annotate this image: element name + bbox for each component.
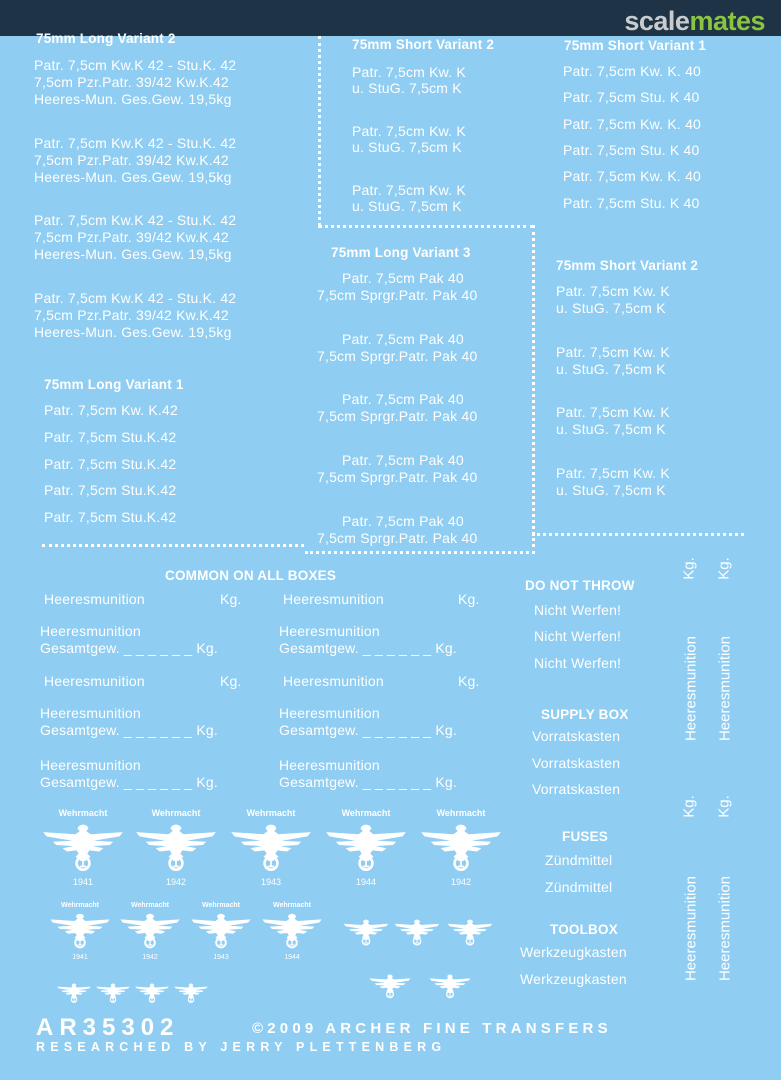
toolbox-item: Werkzeugkasten: [520, 971, 627, 987]
eagle-icon: [260, 909, 324, 949]
scalemates-logo[interactable]: scalemates: [624, 6, 765, 36]
long3-line1: Patr. 7,5cm Pak 40: [342, 391, 464, 407]
eagle-icon: [56, 980, 92, 1004]
eagle-decal: [118, 902, 182, 961]
eagle-decal: [323, 808, 409, 887]
eagle-year: 1941: [72, 877, 94, 887]
dotted-divider: [318, 225, 534, 228]
short2a-line1: Patr. 7,5cm Kw. K: [352, 64, 466, 80]
fuses-item: Zündmittel: [545, 852, 613, 868]
dotted-divider: [318, 36, 321, 226]
common-kg: Kg.: [220, 591, 242, 607]
long1-title: 75mm Long Variant 1: [44, 377, 184, 392]
dotted-divider: [305, 551, 535, 554]
long2-line1: Patr. 7,5cm Kw.K 42 - Stu.K. 42: [34, 57, 237, 73]
eagle-text: Wehrmacht: [202, 902, 240, 909]
eagle-year: 1942: [450, 877, 472, 887]
dotted-divider: [42, 544, 304, 547]
product-code: AR35302: [36, 1014, 180, 1041]
copyright: ©2009 ARCHER FINE TRANSFERS: [252, 1020, 612, 1037]
long1-item: Patr. 7,5cm Kw. K.42: [44, 402, 178, 418]
common-gesamt: Gesamtgew. _ _ _ _ _ _ Kg.: [279, 640, 457, 656]
eagle-icon: [428, 971, 472, 999]
common-gesamt: Gesamtgew. _ _ _ _ _ _ Kg.: [40, 722, 218, 738]
eagle-text: Wehrmacht: [246, 808, 296, 818]
eagle-icon: [393, 916, 441, 946]
throw-title: DO NOT THROW: [525, 578, 635, 593]
short2a-title: 75mm Short Variant 2: [352, 37, 495, 52]
throw-item: Nicht Werfen!: [534, 602, 622, 618]
eagle-year: 1943: [260, 877, 282, 887]
long1-item: Patr. 7,5cm Stu.K.42: [44, 509, 177, 525]
eagle-icon: [173, 980, 209, 1004]
eagle-year: 1943: [213, 954, 229, 961]
throw-item: Nicht Werfen!: [534, 655, 622, 671]
supply-title: SUPPLY BOX: [541, 707, 629, 722]
short2b-line2: u. StuG. 7,5cm K: [556, 361, 666, 377]
eagle-icon: [118, 909, 182, 949]
eagle-decal: [189, 902, 253, 961]
fuses-item: Zündmittel: [545, 879, 613, 895]
common-heeres: Heeresmunition: [279, 705, 380, 721]
eagle-decal: [48, 902, 112, 961]
eagle-decal: [40, 808, 126, 887]
common-heeres: Heeresmunition: [279, 623, 380, 639]
long2-line2: 7,5cm Pzr.Patr. 39/42 Kw.K.42: [34, 307, 229, 323]
side-heeres: Heeresmunition: [716, 875, 734, 982]
short1-item: Patr. 7,5cm Kw. K. 40: [563, 116, 702, 132]
long3-line2: 7,5cm Sprgr.Patr. Pak 40: [317, 530, 478, 546]
eagle-decal: [228, 808, 314, 887]
eagle-year: 1944: [355, 877, 377, 887]
long2-line2: 7,5cm Pzr.Patr. 39/42 Kw.K.42: [34, 74, 229, 90]
long3-line1: Patr. 7,5cm Pak 40: [342, 452, 464, 468]
short1-item: Patr. 7,5cm Stu. K 40: [563, 89, 700, 105]
eagle-text: Wehrmacht: [61, 902, 99, 909]
long2-line1: Patr. 7,5cm Kw.K 42 - Stu.K. 42: [34, 212, 237, 228]
common-heeres: Heeresmunition: [40, 623, 141, 639]
side-kg: Kg.: [715, 557, 733, 580]
common-heeres: Heeresmunition: [279, 757, 380, 773]
common-heeres: Heeresmunition: [40, 705, 141, 721]
long3-line1: Patr. 7,5cm Pak 40: [342, 331, 464, 347]
side-heeres: Heeresmunition: [682, 635, 700, 742]
eagle-icon: [48, 909, 112, 949]
dotted-divider: [532, 225, 535, 547]
researcher-credit: RESEARCHED BY JERRY PLETTENBERG: [36, 1040, 447, 1054]
eagle-text: Wehrmacht: [58, 808, 108, 818]
long3-line2: 7,5cm Sprgr.Patr. Pak 40: [317, 287, 478, 303]
short2b-line1: Patr. 7,5cm Kw. K: [556, 465, 670, 481]
common-heeres: Heeresmunition: [40, 757, 141, 773]
throw-item: Nicht Werfen!: [534, 628, 622, 644]
eagle-icon: [368, 971, 412, 999]
short1-item: Patr. 7,5cm Stu. K 40: [563, 195, 700, 211]
common-kg: Kg.: [458, 673, 480, 689]
eagle-decal: [418, 808, 504, 887]
long3-line2: 7,5cm Sprgr.Patr. Pak 40: [317, 408, 478, 424]
eagle-icon: [133, 818, 219, 872]
short1-item: Patr. 7,5cm Stu. K 40: [563, 142, 700, 158]
long3-line1: Patr. 7,5cm Pak 40: [342, 270, 464, 286]
short2a-line1: Patr. 7,5cm Kw. K: [352, 182, 466, 198]
eagle-year: 1942: [142, 954, 158, 961]
long2-line2: 7,5cm Pzr.Patr. 39/42 Kw.K.42: [34, 152, 229, 168]
common-kg: Kg.: [220, 673, 242, 689]
long1-item: Patr. 7,5cm Stu.K.42: [44, 429, 177, 445]
eagle-icon: [418, 818, 504, 872]
fuses-title: FUSES: [562, 829, 609, 844]
eagle-year: 1941: [72, 954, 88, 961]
common-heeres: Heeresmunition: [283, 673, 384, 689]
eagle-text: Wehrmacht: [341, 808, 391, 818]
long1-item: Patr. 7,5cm Stu.K.42: [44, 456, 177, 472]
supply-item: Vorratskasten: [532, 755, 621, 771]
short2b-line1: Patr. 7,5cm Kw. K: [556, 404, 670, 420]
short2b-title: 75mm Short Variant 2: [556, 258, 699, 273]
decal-sheet: [0, 31, 781, 1080]
eagle-icon: [446, 916, 494, 946]
eagle-icon: [95, 980, 131, 1004]
eagle-decal: [133, 808, 219, 887]
long2-line1: Patr. 7,5cm Kw.K 42 - Stu.K. 42: [34, 135, 237, 151]
short1-item: Patr. 7,5cm Kw. K. 40: [563, 168, 702, 184]
eagle-icon: [134, 980, 170, 1004]
short2b-line1: Patr. 7,5cm Kw. K: [556, 344, 670, 360]
short2a-line2: u. StuG. 7,5cm K: [352, 80, 462, 96]
short1-item: Patr. 7,5cm Kw. K. 40: [563, 63, 702, 79]
eagle-year: 1944: [284, 954, 300, 961]
common-heeres: Heeresmunition: [44, 591, 145, 607]
eagle-icon: [189, 909, 253, 949]
short2a-line2: u. StuG. 7,5cm K: [352, 198, 462, 214]
common-gesamt: Gesamtgew. _ _ _ _ _ _ Kg.: [279, 722, 457, 738]
eagle-text: Wehrmacht: [436, 808, 486, 818]
long2-line2: 7,5cm Pzr.Patr. 39/42 Kw.K.42: [34, 229, 229, 245]
long3-line2: 7,5cm Sprgr.Patr. Pak 40: [317, 469, 478, 485]
short1-title: 75mm Short Variant 1: [564, 38, 707, 53]
short2a-line2: u. StuG. 7,5cm K: [352, 139, 462, 155]
side-heeres: Heeresmunition: [682, 875, 700, 982]
supply-item: Vorratskasten: [532, 781, 621, 797]
side-kg: Kg.: [680, 557, 698, 580]
long3-line1: Patr. 7,5cm Pak 40: [342, 513, 464, 529]
long1-item: Patr. 7,5cm Stu.K.42: [44, 482, 177, 498]
long2-line3: Heeres-Mun. Ges.Gew. 19,5kg: [34, 324, 232, 340]
common-title: COMMON ON ALL BOXES: [165, 568, 337, 583]
toolbox-item: Werkzeugkasten: [520, 944, 627, 960]
eagle-icon: [323, 818, 409, 872]
common-gesamt: Gesamtgew. _ _ _ _ _ _ Kg.: [279, 774, 457, 790]
long3-line2: 7,5cm Sprgr.Patr. Pak 40: [317, 348, 478, 364]
supply-item: Vorratskasten: [532, 728, 621, 744]
eagle-year: 1942: [165, 877, 187, 887]
long2-line3: Heeres-Mun. Ges.Gew. 19,5kg: [34, 91, 232, 107]
long3-title: 75mm Long Variant 3: [331, 245, 471, 260]
common-gesamt: Gesamtgew. _ _ _ _ _ _ Kg.: [40, 640, 218, 656]
eagle-decal: [260, 902, 324, 961]
common-heeres: Heeresmunition: [283, 591, 384, 607]
common-heeres: Heeresmunition: [44, 673, 145, 689]
long2-title: 75mm Long Variant 2: [36, 31, 176, 46]
eagle-text: Wehrmacht: [273, 902, 311, 909]
eagle-text: Wehrmacht: [131, 902, 169, 909]
long2-line3: Heeres-Mun. Ges.Gew. 19,5kg: [34, 169, 232, 185]
common-gesamt: Gesamtgew. _ _ _ _ _ _ Kg.: [40, 774, 218, 790]
common-kg: Kg.: [458, 591, 480, 607]
short2b-line2: u. StuG. 7,5cm K: [556, 300, 666, 316]
side-heeres: Heeresmunition: [716, 635, 734, 742]
side-kg: Kg.: [680, 795, 698, 818]
eagle-icon: [228, 818, 314, 872]
short2b-line2: u. StuG. 7,5cm K: [556, 421, 666, 437]
short2a-line1: Patr. 7,5cm Kw. K: [352, 123, 466, 139]
short2b-line2: u. StuG. 7,5cm K: [556, 482, 666, 498]
short2b-line1: Patr. 7,5cm Kw. K: [556, 283, 670, 299]
long2-line1: Patr. 7,5cm Kw.K 42 - Stu.K. 42: [34, 290, 237, 306]
dotted-divider: [532, 533, 744, 536]
eagle-text: Wehrmacht: [151, 808, 201, 818]
long2-line3: Heeres-Mun. Ges.Gew. 19,5kg: [34, 246, 232, 262]
eagle-icon: [342, 916, 390, 946]
eagle-icon: [40, 818, 126, 872]
toolbox-title: TOOLBOX: [550, 922, 618, 937]
side-kg: Kg.: [715, 795, 733, 818]
